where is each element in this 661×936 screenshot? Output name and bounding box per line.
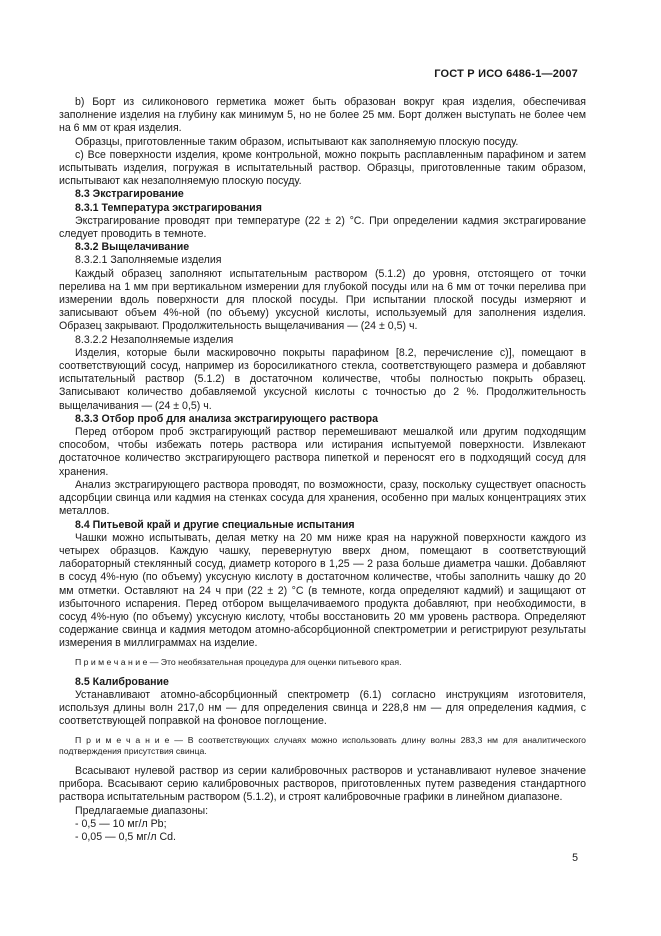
paragraph-analysis: Анализ экстрагирующего раствора проводят, по возможности, сразу, поскольку существует опасность адсорбции свинца или кадмия на стенках сосуда для хранения, особенно при малых концентрациях этих металлов. <box>59 478 586 518</box>
heading-8-3: 8.3 Экстрагирование <box>75 188 184 201</box>
page-number: 5 <box>572 852 578 864</box>
paragraph-zero: Всасывают нулевой раствор из серии калибровочных растворов и устанавливают нулевое значение прибора. Всасывают серию калибровочных растворов, приготовленных путем разведения стандартного раствора испытательным раствором (5.1.2), и строят калибровочные графики в линейном диапазоне. <box>59 764 586 804</box>
note-label: П р и м е ч а н и е <box>75 656 148 667</box>
page-content <box>59 96 586 844</box>
paragraph-ranges: Предлагаемые диапазоны: <box>75 804 209 817</box>
note-drinking-edge <box>59 657 586 668</box>
note-wavelength <box>59 735 586 757</box>
heading-8-5: 8.5 Калибрование <box>75 675 169 688</box>
paragraph-cups: Чашки можно испытывать, делая метку на 20 мм ниже края на наружной поверхности каждого из четырех образцов. Каждую чашку, перевернутую вверх дном, помещают в соответствующий лабораторный стеклянный сосуд, диаметр которого в 1,25 — 2 раза больше диаметра чашки. Добавляют в сосуд 4%-ную (по объему) уксусную кислоту в достаточном количестве, чтобы заполнить чашку до 20 мм отметки. Оставляют на 24 ч при (22 ± 2) °С (в темноте, когда определяют кадмий) и защищают от избыточного испарения. Перед отбором выщелачиваемого продукта добавляют, при необходимости, в сосуд 4%-ную (по объему) уксусную кислоту, чтобы восстановить 20 мм уровень раствора. Определяют содержание свинца и кадмия методом атомно-абсорбционной спектрометрии и регистрируют результаты измерения в миллиграммах на изделие. <box>59 531 586 650</box>
heading-8-3-2-2: 8.3.2.2 Незаполняемые изделия <box>75 333 234 346</box>
paragraph-fillable: Каждый образец заполняют испытательным раствором (5.1.2) до уровня, отстоящего от точки перелива на 1 мм при вертикальном измерении для глубокой посуды или на 6 мм от точки перелива при измерении вдоль поверхности для плоской посуды. При испытании плоской посуды измеряют и записывают объем 4%-ной (по объему) уксусной кислоты, используемый для заполнения изделия. Образец закрывают. Продолжительность выщелачивания — (24 ± 0,5) ч. <box>59 267 586 333</box>
paragraph-calibration: Устанавливают атомно-абсорбционный спектрометр (6.1) согласно инструкциям изготовителя, используя длины волн 217,0 нм — для определения свинца и 228,8 нм — для определения кадмия, с соответствующей поправкой на фоновое поглощение. <box>59 688 586 728</box>
note-text: — В соответствующих случаях можно использовать длину волны 283,3 нм для аналитического подтверждения присутствия свинца. <box>59 734 587 756</box>
note-text: — Это необязательная процедура для оценки питьевого края. <box>147 656 402 667</box>
paragraph-samples: Образцы, приготовленные таким образом, испытывают как заполняемую плоскую посуду. <box>75 135 519 148</box>
standard-header: ГОСТ Р ИСО 6486-1—2007 <box>434 68 578 80</box>
range-cadmium: - 0,05 — 0,5 мг/л Cd. <box>75 830 176 843</box>
heading-8-3-2-1: 8.3.2.1 Заполняемые изделия <box>75 254 222 267</box>
heading-8-3-3: 8.3.3 Отбор проб для анализа экстрагирующего раствора <box>75 412 378 425</box>
paragraph-nonfillable: Изделия, которые были маскировочно покрыты парафином [8.2, перечисление с)], помещают в соответствующий сосуд, например из боросиликатного стекла, соответствующего размера и добавляют испытательный раствор (5.1.2) в достаточном количестве, чтобы полностью покрыть образец. Записывают количество добавляемой уксусной кислоты с точностью до 2 %. Продолжительность выщелачивания — (24 ± 0,5) ч. <box>59 346 586 412</box>
heading-8-3-2: 8.3.2 Выщелачивание <box>75 241 190 254</box>
paragraph-temperature: Экстрагирование проводят при температуре (22 ± 2) °С. При определении кадмия экстрагирование следует проводить в темноте. <box>59 214 586 241</box>
heading-8-3-1: 8.3.1 Температура экстрагирования <box>75 201 262 214</box>
paragraph-sampling: Перед отбором проб экстрагирующий раствор перемешивают мешалкой или другим подходящим способом, чтобы избежать потерь раствора или истирания испытуемой поверхности. Извлекают достаточное количество экстрагирующего раствора пипеткой и переносят его в подходящий сосуд для хранения. <box>59 426 586 478</box>
paragraph-c: c) Все поверхности изделия, кроме контрольной, можно покрыть расплавленным парафином и затем испытывать изделия, погружая в испытательный раствор. Образцы, приготовленные таким образом, испытывают как незаполняемую плоскую посуду. <box>59 148 586 188</box>
note-label: П р и м е ч а н и е <box>75 734 170 745</box>
range-lead: - 0,5 — 10 мг/л Pb; <box>75 817 167 830</box>
heading-8-4: 8.4 Питьевой край и другие специальные испытания <box>75 518 355 531</box>
paragraph-b: b) Борт из силиконового герметика может быть образован вокруг края изделия, обеспечивая заполнение изделия на глубину как минимум 5, но не более 25 мм. Борт должен выступать не более чем на 6 мм от края изделия. <box>59 96 586 135</box>
